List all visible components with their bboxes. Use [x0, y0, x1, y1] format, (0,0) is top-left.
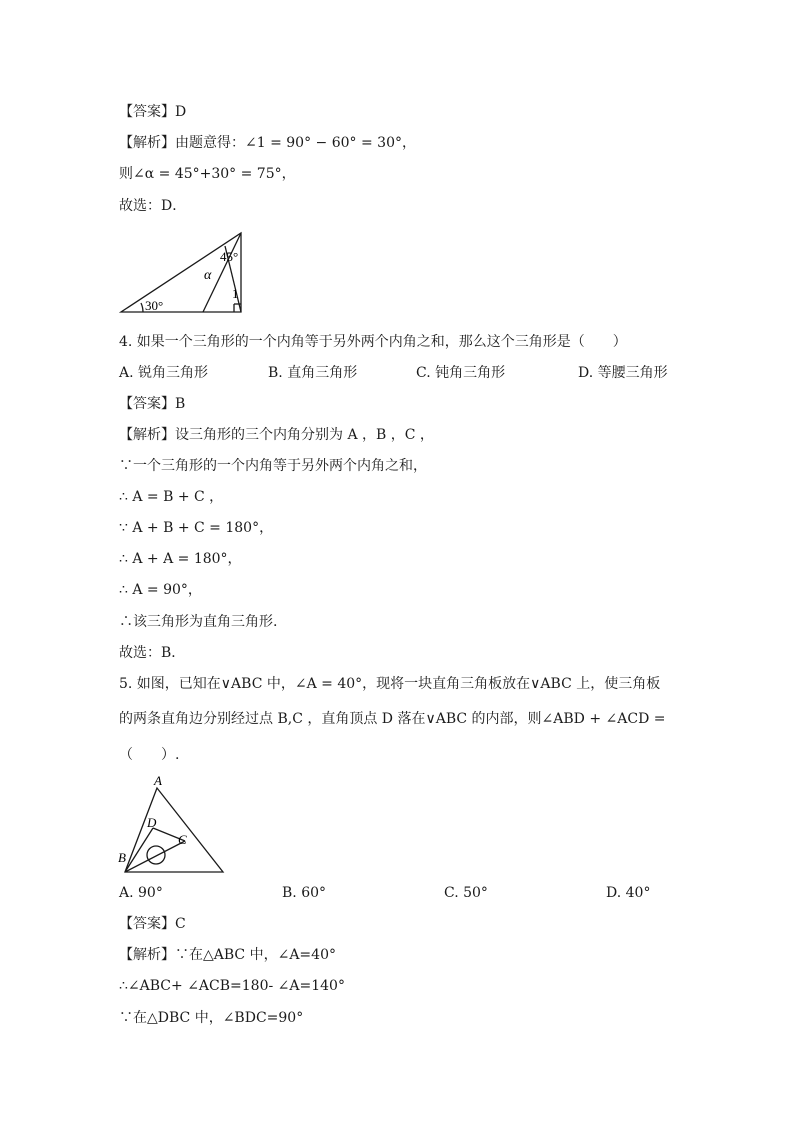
q5-triangle-figure — [115, 772, 230, 878]
q3-triangle-figure — [118, 230, 248, 316]
q3-answer: 【答案】D — [119, 104, 187, 120]
q3-analysis-line-2: 则∠α = 45°+30° = 75°， — [119, 166, 296, 182]
q3-analysis-line-1: 【解析】由题意得：∠1 = 90° − 60° = 30°， — [119, 135, 416, 151]
q5-analysis-line-3: ∵在△DBC 中，∠BDC=90° — [119, 1010, 304, 1026]
q5-option-d: D. 40° — [606, 885, 651, 901]
q5-label-d: D — [147, 815, 157, 830]
q4-analysis-line-8: 故选：B． — [119, 645, 186, 661]
q3-outer-triangle — [121, 233, 241, 312]
q5-option-c: C. 50° — [444, 885, 488, 901]
q5-stem-line-3: （ ）. — [119, 747, 180, 763]
q5-analysis-line-2: ∴∠ABC+ ∠ACB=180- ∠A=140° — [119, 978, 345, 994]
q5-analysis-line-1: 【解析】∵在△ABC 中，∠A=40° — [119, 947, 336, 963]
q4-option-a: A. 锐角三角形 — [119, 365, 209, 381]
q4-option-c: C. 钝角三角形 — [416, 365, 506, 381]
q5-label-c: C — [178, 832, 187, 847]
q5-label-b: B — [118, 850, 126, 865]
q4-analysis-line-2: ∵一个三角形的一个内角等于另外两个内角之和， — [119, 458, 427, 474]
q5-answer: 【答案】C — [119, 916, 186, 932]
q5-stem-line-1: 5. 如图，已知在∨ABC 中，∠A = 40°，现将一块直角三角板放在∨ABC 上，使三角板 — [119, 676, 661, 692]
q4-option-b: B. 直角三角形 — [268, 365, 358, 381]
q4-analysis-line-6: ∴ A = 90°， — [119, 582, 202, 598]
q5-triangle-abc — [125, 788, 223, 872]
q5-label-a: A — [154, 773, 162, 788]
q4-analysis-line-5: ∴ A + A = 180°， — [119, 551, 242, 567]
q3-label-30: 30° — [145, 298, 164, 313]
q5-angle-circle — [147, 846, 165, 864]
q4-answer: 【答案】B — [119, 396, 186, 412]
q3-label-1: 1 — [232, 286, 239, 301]
q3-label-alpha: α — [204, 268, 212, 283]
q4-analysis-line-7: ∴该三角形为直角三角形. — [119, 614, 278, 630]
q3-analysis-line-3: 故选：D． — [119, 198, 187, 214]
q4-option-d: D. 等腰三角形 — [578, 365, 668, 381]
q4-analysis-line-1: 【解析】设三角形的三个内角分别为 A ，B ，C ， — [119, 427, 434, 443]
q4-stem: 4. 如果一个三角形的一个内角等于另外两个内角之和，那么这个三角形是（ ） — [119, 334, 627, 350]
q5-option-a: A. 90° — [119, 885, 163, 901]
q3-label-45: 45° — [220, 249, 239, 264]
q4-analysis-line-3: ∴ A = B + C ， — [119, 489, 224, 505]
q5-option-b: B. 60° — [282, 885, 327, 901]
q4-analysis-line-4: ∵ A + B + C = 180°， — [119, 520, 274, 536]
q5-stem-line-2: 的两条直角边分别经过点 B,C ，直角顶点 D 落在∨ABC 的内部，则∠ABD + ∠ACD = — [119, 711, 666, 727]
